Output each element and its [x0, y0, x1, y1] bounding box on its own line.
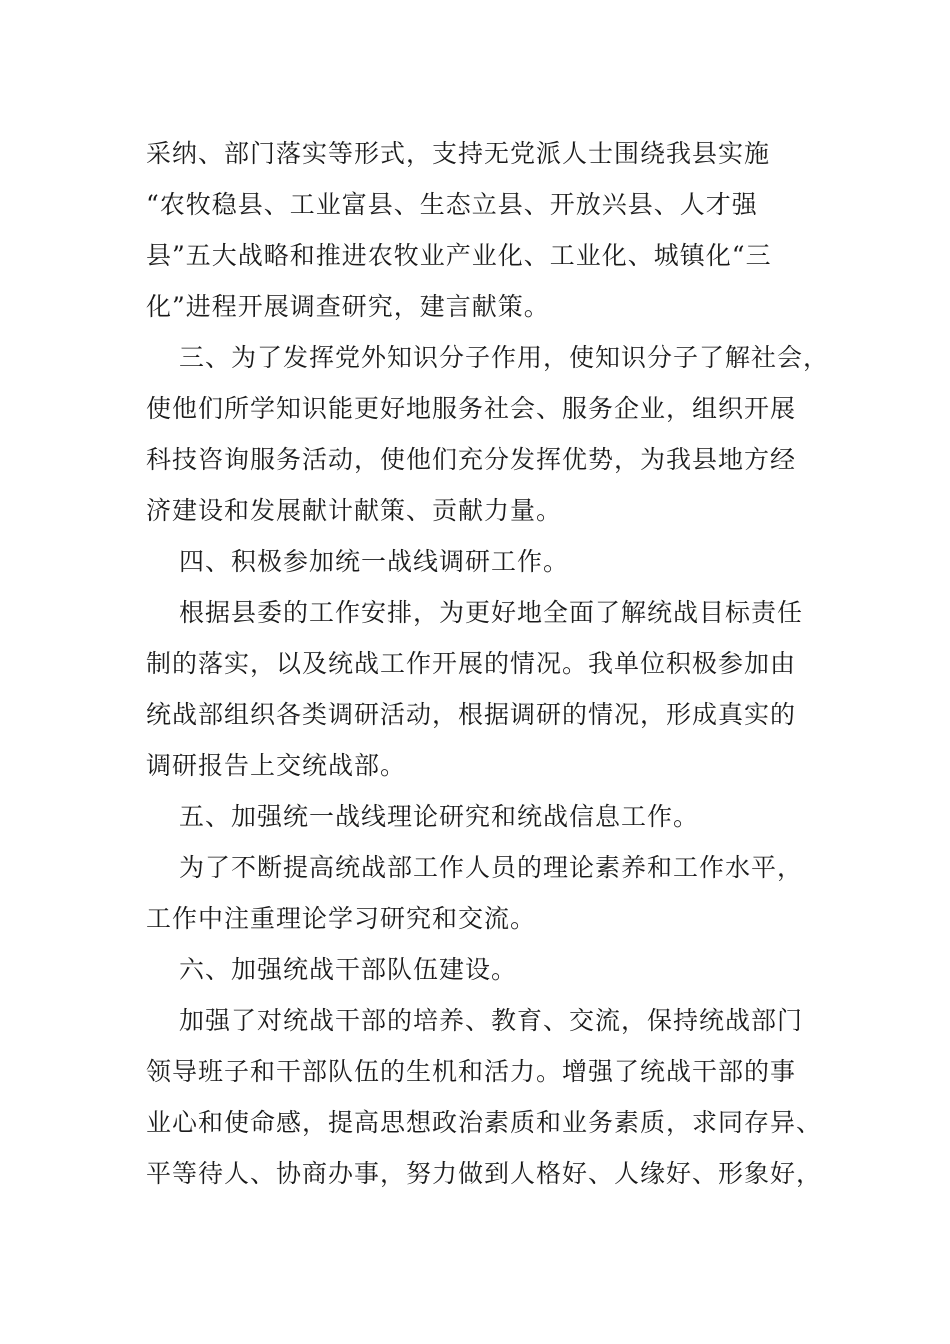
text-line: 科技咨询服务活动，使他们充分发挥优势，为我县地方经: [146, 445, 797, 474]
text-line: 调研报告上交统战部。: [146, 751, 407, 780]
section-six-heading: 六、加强统战干部队伍建设。: [179, 955, 518, 984]
section-four-heading: 四、积极参加统一战线调研工作。: [179, 547, 570, 576]
text-line: 化”进程开展调查研究，建言献策。: [146, 292, 550, 321]
paragraph-start-line: 加强了对统战干部的培养、教育、交流，保持统战部门: [179, 1006, 804, 1035]
text-line: 济建设和发展献计献策、贡献力量。: [146, 496, 563, 525]
text-line: 制的落实，以及统战工作开展的情况。我单位积极参加由: [146, 649, 797, 678]
section-three-heading: 三、为了发挥党外知识分子作用，使知识分子了解社会，: [179, 343, 830, 372]
text-line: 领导班子和干部队伍的生机和活力。增强了统战干部的事: [146, 1057, 797, 1086]
text-line: 业心和使命感，提高思想政治素质和业务素质，求同存异、: [146, 1108, 823, 1137]
text-line: 平等待人、协商办事，努力做到人格好、人缘好、形象好，: [146, 1159, 823, 1188]
paragraph-start-line: 为了不断提高统战部工作人员的理论素养和工作水平，: [179, 853, 804, 882]
document-body: [146, 128, 830, 1199]
text-line: 统战部组织各类调研活动，根据调研的情况，形成真实的: [146, 700, 797, 729]
text-line: 采纳、部门落实等形式，支持无党派人士围绕我县实施: [146, 139, 771, 168]
paragraph-start-line: 根据县委的工作安排，为更好地全面了解统战目标责任: [179, 598, 804, 627]
text-line: “农牧稳县、工业富县、生态立县、开放兴县、人才强: [146, 190, 758, 219]
text-line: 工作中注重理论学习研究和交流。: [146, 904, 537, 933]
text-line: 县”五大战略和推进农牧业产业化、工业化、城镇化“三: [146, 241, 772, 270]
section-five-heading: 五、加强统一战线理论研究和统战信息工作。: [179, 802, 700, 831]
text-line: 使他们所学知识能更好地服务社会、服务企业，组织开展: [146, 394, 797, 423]
